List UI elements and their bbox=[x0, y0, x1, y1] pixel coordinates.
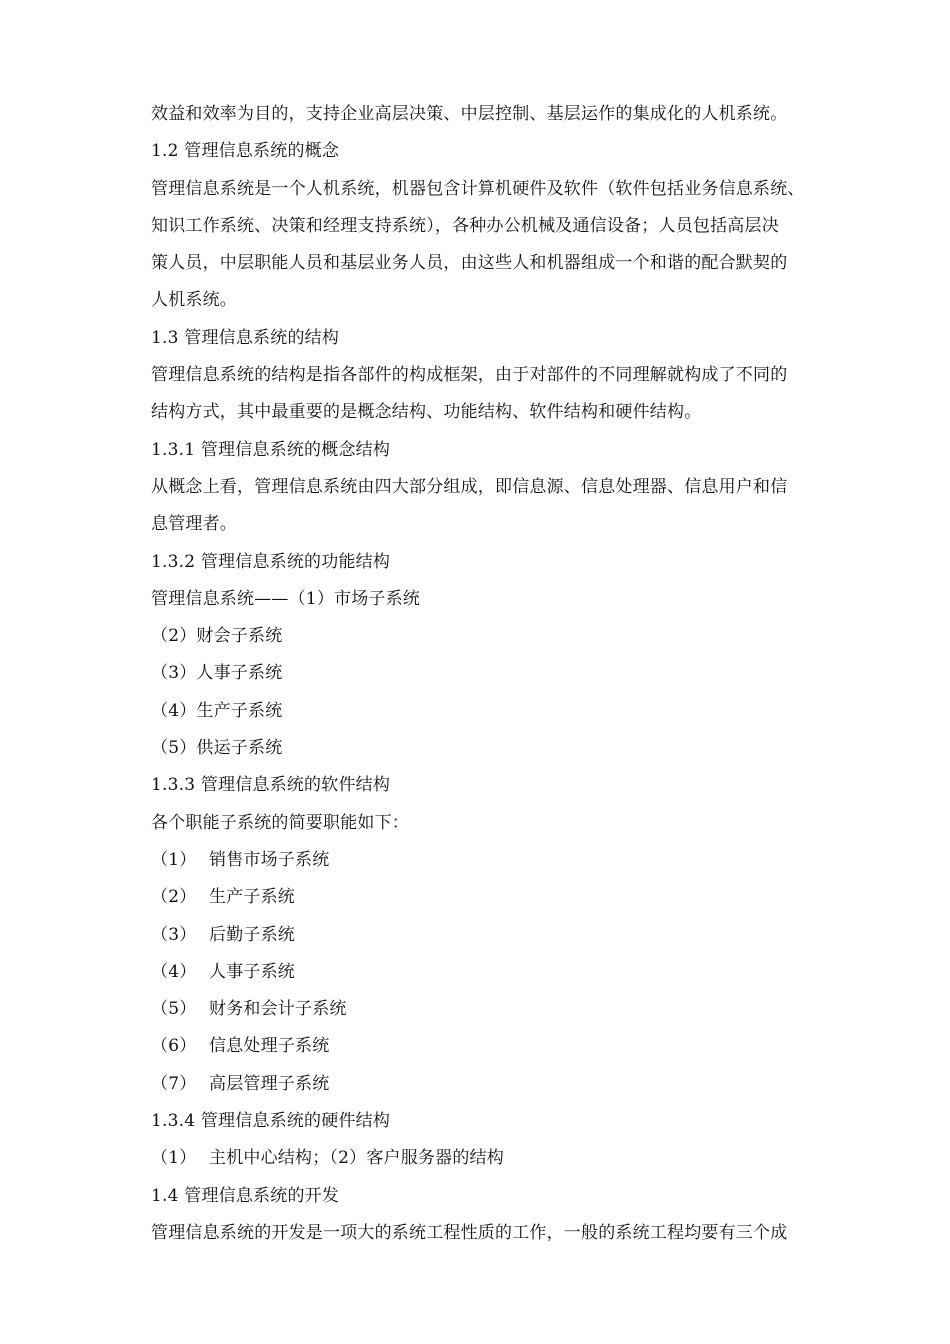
list-number: （1） bbox=[151, 849, 197, 870]
list-item-text: 生产子系统 bbox=[209, 887, 295, 908]
list-item-text: 高层管理子系统 bbox=[209, 1073, 330, 1094]
paragraph-line: 管理信息系统——（1）市场子系统 bbox=[151, 588, 421, 609]
list-number: （4） bbox=[151, 961, 197, 982]
section-heading-1-3-1: 1.3.1 管理信息系统的概念结构 bbox=[151, 439, 391, 460]
numbered-list-item bbox=[151, 954, 871, 991]
numbered-list-item bbox=[151, 1066, 871, 1103]
paragraph-line: 策人员，中层职能人员和基层业务人员，由这些人和机器组成一个和谐的配合默契的 bbox=[151, 253, 788, 274]
list-item: （4）生产子系统 bbox=[151, 700, 283, 721]
paragraph-line: 管理信息系统的结构是指各部件的构成框架，由于对部件的不同理解就构成了不同的 bbox=[151, 365, 788, 386]
list-item-text: 主机中心结构；（2）客户服务器的结构 bbox=[209, 1148, 504, 1169]
list-item-text: 财务和会计子系统 bbox=[209, 999, 347, 1020]
section-heading-1-3-3: 1.3.3 管理信息系统的软件结构 bbox=[151, 775, 391, 796]
list-item: （5）供运子系统 bbox=[151, 738, 283, 759]
paragraph-line: 效益和效率为目的，支持企业高层决策、中层控制、基层运作的集成化的人机系统。 bbox=[151, 104, 788, 124]
paragraph-line: 知识工作系统、决策和经理支持系统），各种办公机械及通信设备；人员包括高层决 bbox=[151, 215, 779, 236]
section-heading-1-3-4: 1.3.4 管理信息系统的硬件结构 bbox=[151, 1111, 391, 1132]
list-number: （5） bbox=[151, 999, 197, 1020]
numbered-list-item bbox=[151, 991, 871, 1028]
list-item-text: 后勤子系统 bbox=[209, 924, 295, 945]
paragraph-line: 各个职能子系统的简要职能如下： bbox=[151, 812, 409, 833]
list-number: （1） bbox=[151, 1148, 197, 1169]
numbered-list-item bbox=[151, 1028, 871, 1065]
paragraph-line: 从概念上看，管理信息系统由四大部分组成，即信息源、信息处理器、信息用户和信 bbox=[151, 476, 788, 497]
section-heading-1-2: 1.2 管理信息系统的概念 bbox=[151, 141, 340, 162]
list-item-text: 销售市场子系统 bbox=[209, 849, 330, 870]
section-heading-1-3-2: 1.3.2 管理信息系统的功能结构 bbox=[151, 551, 391, 572]
list-number: （2） bbox=[151, 887, 197, 908]
list-number: （6） bbox=[151, 1036, 197, 1057]
section-heading-1-3: 1.3 管理信息系统的结构 bbox=[151, 327, 340, 348]
list-item: （2）财会子系统 bbox=[151, 626, 283, 647]
numbered-list-item bbox=[151, 1140, 871, 1177]
list-item-text: 信息处理子系统 bbox=[209, 1036, 330, 1057]
paragraph-line: 息管理者。 bbox=[151, 514, 237, 535]
numbered-list-item bbox=[151, 842, 871, 879]
paragraph-line: 人机系统。 bbox=[151, 290, 237, 311]
paragraph-line: 管理信息系统的开发是一项大的系统工程性质的工作，一般的系统工程均要有三个成 bbox=[151, 1222, 788, 1243]
paragraph-line: 管理信息系统是一个人机系统，机器包含计算机硬件及软件（软件包括业务信息系统、 bbox=[151, 178, 805, 199]
list-item-text: 人事子系统 bbox=[209, 961, 295, 982]
numbered-list-item bbox=[151, 879, 871, 916]
list-item: （3）人事子系统 bbox=[151, 663, 283, 684]
paragraph-line: 结构方式，其中最重要的是概念结构、功能结构、软件结构和硬件结构。 bbox=[151, 402, 702, 423]
section-heading-1-4: 1.4 管理信息系统的开发 bbox=[151, 1185, 340, 1206]
numbered-list-item bbox=[151, 917, 871, 954]
list-number: （3） bbox=[151, 924, 197, 945]
document-page bbox=[151, 96, 871, 1252]
list-number: （7） bbox=[151, 1073, 197, 1094]
